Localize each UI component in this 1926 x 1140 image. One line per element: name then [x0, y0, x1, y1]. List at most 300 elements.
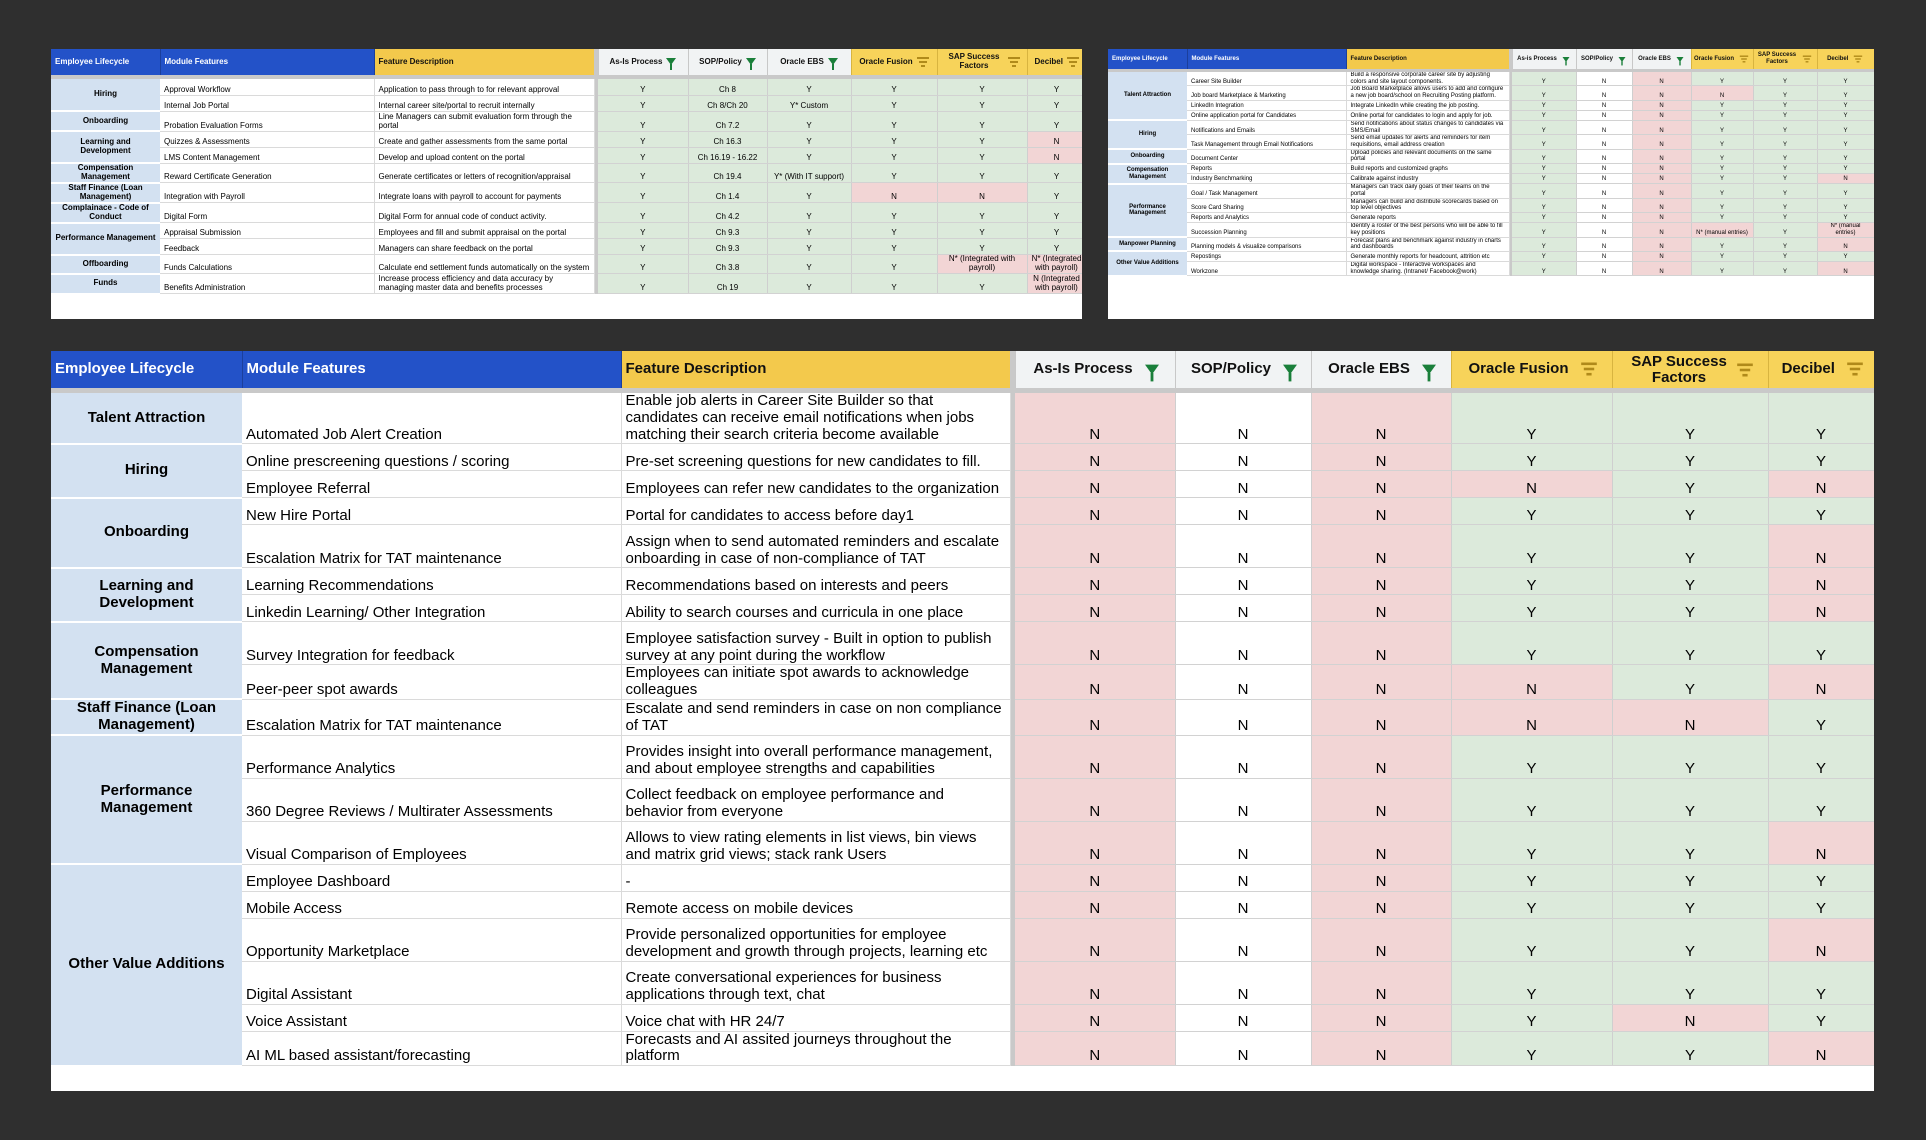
value-cell-sop[interactable]: N [1175, 1031, 1311, 1066]
value-cell-fusion[interactable]: Y [1691, 164, 1753, 174]
feature-description-cell[interactable]: Managers can build and distribute scorecards based on top level objectives [1346, 198, 1509, 212]
header-sap[interactable] [937, 49, 1027, 75]
feature-description-cell[interactable]: Build a responsive corporate career site by adjusting colors and site layout components. [1346, 72, 1509, 86]
lifecycle-cell[interactable]: Other Value Additions [1108, 251, 1187, 275]
table-row[interactable] [51, 821, 1874, 864]
value-cell-fusion[interactable]: Y [1691, 110, 1753, 120]
table-row[interactable] [1108, 149, 1874, 163]
value-cell-fusion[interactable]: N [1451, 699, 1612, 735]
value-cell-fusion[interactable]: Y [1451, 821, 1612, 864]
value-cell-decibel[interactable]: N [1817, 261, 1874, 275]
lifecycle-cell[interactable]: Hiring [51, 444, 242, 498]
value-cell-asis[interactable]: N [1015, 735, 1175, 778]
value-cell-ebs[interactable]: N [1632, 135, 1691, 149]
feature-description-cell[interactable]: Identify a roster of the best persons who will be able to fill key positions [1346, 223, 1509, 237]
value-cell-decibel[interactable]: Y [1768, 498, 1874, 525]
value-cell-decibel[interactable]: Y [1027, 239, 1082, 255]
header-ebs[interactable] [767, 49, 851, 75]
value-cell-sop[interactable]: N [1175, 821, 1311, 864]
table-row[interactable] [51, 223, 1082, 239]
table-row[interactable] [51, 891, 1874, 918]
module-feature-cell[interactable]: Opportunity Marketplace [242, 918, 621, 961]
sort-icon[interactable] [1067, 55, 1079, 69]
value-cell-decibel[interactable]: N [1027, 131, 1082, 147]
value-cell-asis[interactable]: N [1015, 864, 1175, 891]
value-cell-decibel[interactable]: Y [1768, 891, 1874, 918]
value-cell-ebs[interactable]: N [1311, 778, 1451, 821]
value-cell-sop[interactable]: N [1175, 444, 1311, 471]
value-cell-ebs[interactable]: N [1632, 149, 1691, 163]
value-cell-sop[interactable]: N [1576, 100, 1632, 110]
module-feature-cell[interactable]: Reports [1187, 164, 1346, 174]
value-cell-asis[interactable]: N [1015, 918, 1175, 961]
value-cell-fusion[interactable]: Y [1451, 1031, 1612, 1066]
value-cell-asis[interactable]: Y [598, 131, 688, 147]
value-cell-fusion[interactable]: Y [1451, 525, 1612, 568]
value-cell-fusion[interactable]: N [1691, 86, 1753, 100]
value-cell-ebs[interactable]: N [1632, 251, 1691, 261]
value-cell-fusion[interactable]: Y [1451, 891, 1612, 918]
value-cell-ebs[interactable]: N [1311, 665, 1451, 700]
lifecycle-cell[interactable]: Offboarding [51, 255, 160, 274]
table-row[interactable] [1108, 198, 1874, 212]
value-cell-decibel[interactable]: Y [1768, 393, 1874, 444]
feature-description-cell[interactable]: Generate reports [1346, 213, 1509, 223]
feature-description-cell[interactable]: Provide personalized opportunities for employee development and growth through projects, learning etc [621, 918, 1010, 961]
feature-description-cell[interactable]: Recommendations based on interests and peers [621, 568, 1010, 595]
feature-description-cell[interactable]: Create and gather assessments from the same portal [374, 131, 594, 147]
feature-description-cell[interactable]: Allows to view rating elements in list views, bin views and matrix grid views; stack rank Users [621, 821, 1010, 864]
filter-icon[interactable] [1676, 57, 1683, 62]
lifecycle-cell[interactable]: Performance Management [51, 735, 242, 864]
sort-icon[interactable] [1581, 360, 1597, 378]
value-cell-fusion[interactable]: Y [1691, 120, 1753, 134]
table-row[interactable] [1108, 86, 1874, 100]
value-cell-ebs[interactable]: N [1311, 918, 1451, 961]
module-feature-cell[interactable]: Industry Benchmarking [1187, 174, 1346, 184]
value-cell-sap[interactable]: Y [937, 147, 1027, 163]
filter-icon[interactable] [1562, 57, 1569, 62]
value-cell-sap[interactable]: Y [1753, 223, 1817, 237]
lifecycle-cell[interactable]: Onboarding [51, 111, 160, 131]
value-cell-ebs[interactable]: N [1311, 735, 1451, 778]
table-row[interactable] [51, 147, 1082, 163]
table-row[interactable] [51, 239, 1082, 255]
module-feature-cell[interactable]: Digital Assistant [242, 961, 621, 1004]
feature-description-cell[interactable]: Online portal for candidates to login and apply for job. [1346, 110, 1509, 120]
value-cell-decibel[interactable]: Y [1027, 163, 1082, 183]
value-cell-ebs[interactable]: N [1311, 961, 1451, 1004]
value-cell-decibel[interactable]: N [1768, 595, 1874, 622]
module-feature-cell[interactable]: Succession Planning [1187, 223, 1346, 237]
module-feature-cell[interactable]: Score Card Sharing [1187, 198, 1346, 212]
table-row[interactable] [1108, 120, 1874, 134]
value-cell-sap[interactable]: Y [1612, 498, 1768, 525]
value-cell-fusion[interactable]: N [851, 183, 937, 203]
value-cell-asis[interactable]: N [1015, 1004, 1175, 1031]
feature-description-cell[interactable]: Build reports and customized graphs [1346, 164, 1509, 174]
value-cell-ebs[interactable]: N [1632, 86, 1691, 100]
value-cell-asis[interactable]: Y [1512, 86, 1576, 100]
value-cell-sap[interactable]: Y [1612, 568, 1768, 595]
value-cell-sop[interactable]: N [1576, 149, 1632, 163]
lifecycle-cell[interactable]: Performance Management [1108, 184, 1187, 237]
value-cell-sap[interactable]: N [937, 183, 1027, 203]
value-cell-sop[interactable]: N [1175, 961, 1311, 1004]
value-cell-sop[interactable]: N [1175, 918, 1311, 961]
module-feature-cell[interactable]: Internal Job Portal [160, 95, 374, 111]
value-cell-fusion[interactable]: Y [851, 147, 937, 163]
value-cell-fusion[interactable]: Y [1691, 149, 1753, 163]
feature-description-cell[interactable]: Provides insight into overall performance management, and about employee strengths and capabilities [621, 735, 1010, 778]
value-cell-decibel[interactable]: Y [1768, 622, 1874, 665]
header-ebs[interactable] [1311, 351, 1451, 388]
module-feature-cell[interactable]: Reward Certificate Generation [160, 163, 374, 183]
value-cell-sop[interactable]: Ch 9.3 [688, 223, 767, 239]
value-cell-sop[interactable]: N [1175, 393, 1311, 444]
table-row[interactable] [51, 255, 1082, 274]
value-cell-sap[interactable]: Y [1612, 778, 1768, 821]
feature-description-cell[interactable]: Collect feedback on employee performance and behavior from everyone [621, 778, 1010, 821]
value-cell-sop[interactable]: Ch 7.2 [688, 111, 767, 131]
value-cell-fusion[interactable]: Y [1451, 778, 1612, 821]
table-row[interactable] [1108, 184, 1874, 198]
value-cell-sap[interactable]: Y [1612, 891, 1768, 918]
header-sop[interactable] [1175, 351, 1311, 388]
lifecycle-cell[interactable]: Learning and Development [51, 131, 160, 163]
value-cell-fusion[interactable]: N [1451, 471, 1612, 498]
value-cell-decibel[interactable]: N [1768, 918, 1874, 961]
value-cell-ebs[interactable]: N [1311, 1004, 1451, 1031]
value-cell-asis[interactable]: N [1015, 961, 1175, 1004]
value-cell-asis[interactable]: Y [1512, 164, 1576, 174]
feature-description-cell[interactable]: Voice chat with HR 24/7 [621, 1004, 1010, 1031]
value-cell-ebs[interactable]: N [1311, 864, 1451, 891]
table-row[interactable] [51, 778, 1874, 821]
value-cell-decibel[interactable]: N* (Integrated with payroll) [1027, 255, 1082, 274]
value-cell-sop[interactable]: N [1175, 498, 1311, 525]
value-cell-fusion[interactable]: Y [1451, 444, 1612, 471]
value-cell-ebs[interactable]: N [1632, 261, 1691, 275]
header-sap[interactable] [1753, 49, 1817, 69]
module-feature-cell[interactable]: New Hire Portal [242, 498, 621, 525]
value-cell-decibel[interactable]: N [1768, 821, 1874, 864]
value-cell-sop[interactable]: N [1576, 164, 1632, 174]
value-cell-asis[interactable]: Y [598, 239, 688, 255]
table-row[interactable] [1108, 237, 1874, 251]
value-cell-sop[interactable]: Ch 3.8 [688, 255, 767, 274]
table-row[interactable] [51, 568, 1874, 595]
value-cell-decibel[interactable]: Y [1768, 961, 1874, 1004]
module-feature-cell[interactable]: AI ML based assistant/forecasting [242, 1031, 621, 1066]
module-feature-cell[interactable]: LMS Content Management [160, 147, 374, 163]
value-cell-fusion[interactable]: Y [1691, 213, 1753, 223]
value-cell-ebs[interactable]: N [1311, 821, 1451, 864]
feature-description-cell[interactable]: Escalate and send reminders in case on non compliance of TAT [621, 699, 1010, 735]
value-cell-asis[interactable]: Y [1512, 72, 1576, 86]
value-cell-decibel[interactable]: Y [1027, 111, 1082, 131]
value-cell-asis[interactable]: N [1015, 568, 1175, 595]
value-cell-decibel[interactable]: Y [1817, 135, 1874, 149]
feature-description-cell[interactable]: - [621, 864, 1010, 891]
value-cell-sap[interactable]: Y [937, 79, 1027, 95]
value-cell-asis[interactable]: Y [598, 183, 688, 203]
feature-description-cell[interactable]: Enable job alerts in Career Site Builder so that candidates can receive email notifications when jobs matching their search criteria become available [621, 393, 1010, 444]
value-cell-decibel[interactable]: N* (manual entries) [1817, 223, 1874, 237]
value-cell-asis[interactable]: Y [598, 95, 688, 111]
value-cell-sap[interactable]: Y [937, 95, 1027, 111]
value-cell-sap[interactable]: Y [1612, 622, 1768, 665]
lifecycle-cell[interactable]: Learning and Development [51, 568, 242, 622]
module-feature-cell[interactable]: Reports and Analytics [1187, 213, 1346, 223]
value-cell-sap[interactable]: Y [1753, 72, 1817, 86]
filter-icon[interactable] [1283, 365, 1297, 375]
value-cell-fusion[interactable]: N* (manual entries) [1691, 223, 1753, 237]
table-row[interactable] [1108, 164, 1874, 174]
value-cell-sop[interactable]: N [1175, 735, 1311, 778]
value-cell-sop[interactable]: Ch 19.4 [688, 163, 767, 183]
value-cell-fusion[interactable]: Y [1451, 961, 1612, 1004]
value-cell-ebs[interactable]: N [1311, 498, 1451, 525]
value-cell-asis[interactable]: N [1015, 891, 1175, 918]
value-cell-ebs[interactable]: N [1311, 891, 1451, 918]
value-cell-sop[interactable]: N [1576, 135, 1632, 149]
value-cell-asis[interactable]: N [1015, 699, 1175, 735]
value-cell-asis[interactable]: Y [1512, 251, 1576, 261]
value-cell-asis[interactable]: N [1015, 498, 1175, 525]
table-row[interactable] [51, 918, 1874, 961]
value-cell-decibel[interactable]: Y [1817, 213, 1874, 223]
module-feature-cell[interactable]: Integration with Payroll [160, 183, 374, 203]
header-ebs[interactable] [1632, 49, 1691, 69]
value-cell-fusion[interactable]: Y [1451, 568, 1612, 595]
value-cell-asis[interactable]: Y [1512, 120, 1576, 134]
filter-icon[interactable] [1145, 365, 1159, 375]
value-cell-decibel[interactable]: Y [1768, 778, 1874, 821]
value-cell-sap[interactable]: Y [1612, 525, 1768, 568]
module-feature-cell[interactable]: Employee Dashboard [242, 864, 621, 891]
value-cell-asis[interactable]: Y [598, 79, 688, 95]
value-cell-ebs[interactable]: Y [767, 79, 851, 95]
module-feature-cell[interactable]: Automated Job Alert Creation [242, 393, 621, 444]
value-cell-sop[interactable]: N [1175, 595, 1311, 622]
value-cell-sap[interactable]: Y [1753, 174, 1817, 184]
value-cell-ebs[interactable]: N [1632, 72, 1691, 86]
value-cell-decibel[interactable]: Y [1817, 184, 1874, 198]
table-row[interactable] [51, 699, 1874, 735]
value-cell-sop[interactable]: Ch 16.3 [688, 131, 767, 147]
table-row[interactable] [1108, 72, 1874, 86]
module-feature-cell[interactable]: Repostings [1187, 251, 1346, 261]
value-cell-sap[interactable]: Y [937, 131, 1027, 147]
value-cell-sap[interactable]: Y [937, 203, 1027, 223]
value-cell-sop[interactable]: N [1175, 864, 1311, 891]
value-cell-asis[interactable]: N [1015, 525, 1175, 568]
feature-description-cell[interactable]: Digital Form for annual code of conduct activity. [374, 203, 594, 223]
value-cell-decibel[interactable]: Y [1027, 95, 1082, 111]
value-cell-sop[interactable]: N [1576, 184, 1632, 198]
module-feature-cell[interactable]: Appraisal Submission [160, 223, 374, 239]
value-cell-sop[interactable]: N [1576, 110, 1632, 120]
value-cell-sop[interactable]: Ch 8/Ch 20 [688, 95, 767, 111]
lifecycle-cell[interactable]: Staff Finance (Loan Management) [51, 699, 242, 735]
value-cell-asis[interactable]: N [1015, 622, 1175, 665]
value-cell-ebs[interactable]: Y* (With IT support) [767, 163, 851, 183]
header-decibel[interactable] [1027, 49, 1082, 75]
value-cell-sop[interactable]: Ch 16.19 - 16.22 [688, 147, 767, 163]
value-cell-ebs[interactable]: N [1311, 444, 1451, 471]
value-cell-sap[interactable]: Y [1753, 135, 1817, 149]
table-row[interactable] [51, 498, 1874, 525]
table-row[interactable] [51, 864, 1874, 891]
table-row[interactable] [1108, 100, 1874, 110]
lifecycle-cell[interactable]: Manpower Planning [1108, 237, 1187, 251]
value-cell-asis[interactable]: Y [1512, 110, 1576, 120]
value-cell-decibel[interactable]: Y [1817, 120, 1874, 134]
value-cell-ebs[interactable]: Y [767, 111, 851, 131]
header-fusion[interactable] [851, 49, 937, 75]
value-cell-sap[interactable]: Y [1612, 471, 1768, 498]
value-cell-decibel[interactable]: Y [1027, 79, 1082, 95]
lifecycle-cell[interactable]: Compensation Management [51, 622, 242, 700]
value-cell-sop[interactable]: N [1175, 665, 1311, 700]
value-cell-asis[interactable]: N [1015, 471, 1175, 498]
value-cell-asis[interactable]: Y [1512, 184, 1576, 198]
value-cell-fusion[interactable]: Y [851, 111, 937, 131]
table-row[interactable] [51, 274, 1082, 294]
module-feature-cell[interactable]: 360 Degree Reviews / Multirater Assessments [242, 778, 621, 821]
value-cell-sap[interactable]: N [1612, 1004, 1768, 1031]
lifecycle-cell[interactable]: Talent Attraction [51, 393, 242, 444]
module-feature-cell[interactable]: Goal / Task Management [1187, 184, 1346, 198]
value-cell-ebs[interactable]: N [1632, 110, 1691, 120]
module-feature-cell[interactable]: Workzone [1187, 261, 1346, 275]
value-cell-ebs[interactable]: N [1632, 198, 1691, 212]
value-cell-decibel[interactable]: Y [1817, 251, 1874, 261]
feature-description-cell[interactable]: Digital workspace - Interactive workspaces and knowledge sharing. (Intranet/ Facebook@work) [1346, 261, 1509, 275]
value-cell-asis[interactable]: Y [1512, 261, 1576, 275]
lifecycle-cell[interactable]: Performance Management [51, 223, 160, 255]
header-asis[interactable] [598, 49, 688, 75]
value-cell-fusion[interactable]: Y [851, 95, 937, 111]
table-row[interactable] [1108, 251, 1874, 261]
table-row[interactable] [51, 595, 1874, 622]
value-cell-ebs[interactable]: N [1632, 223, 1691, 237]
table-row[interactable] [1108, 135, 1874, 149]
lifecycle-cell[interactable]: Compensation Management [1108, 164, 1187, 184]
value-cell-decibel[interactable]: Y [1817, 110, 1874, 120]
value-cell-ebs[interactable]: N [1311, 471, 1451, 498]
value-cell-asis[interactable]: Y [1512, 100, 1576, 110]
value-cell-fusion[interactable]: Y [1691, 251, 1753, 261]
table-row[interactable] [51, 183, 1082, 203]
table-row[interactable] [51, 203, 1082, 223]
value-cell-fusion[interactable]: Y [1691, 261, 1753, 275]
filter-icon[interactable] [666, 58, 676, 65]
value-cell-sop[interactable]: N [1576, 237, 1632, 251]
value-cell-sap[interactable]: Y [1753, 198, 1817, 212]
value-cell-sap[interactable]: Y [1753, 251, 1817, 261]
table-row[interactable] [51, 735, 1874, 778]
value-cell-asis[interactable]: Y [598, 147, 688, 163]
value-cell-decibel[interactable]: Y [1817, 100, 1874, 110]
value-cell-ebs[interactable]: Y [767, 223, 851, 239]
module-feature-cell[interactable]: Mobile Access [242, 891, 621, 918]
value-cell-ebs[interactable]: N [1311, 568, 1451, 595]
value-cell-sap[interactable]: N* (Integrated with payroll) [937, 255, 1027, 274]
lifecycle-cell[interactable]: Complainace - Code of Conduct [51, 203, 160, 223]
feature-description-cell[interactable]: Integrate loans with payroll to account for payments [374, 183, 594, 203]
value-cell-sap[interactable]: Y [1753, 261, 1817, 275]
feature-description-cell[interactable]: Ability to search courses and curricula in one place [621, 595, 1010, 622]
value-cell-sap[interactable]: Y [1612, 864, 1768, 891]
value-cell-ebs[interactable]: N [1632, 120, 1691, 134]
value-cell-asis[interactable]: Y [598, 274, 688, 294]
value-cell-fusion[interactable]: Y [851, 79, 937, 95]
value-cell-decibel[interactable]: Y [1817, 86, 1874, 100]
module-feature-cell[interactable]: Career Site Builder [1187, 72, 1346, 86]
value-cell-sop[interactable]: Ch 9.3 [688, 239, 767, 255]
lifecycle-cell[interactable]: Staff Finance (Loan Management) [51, 183, 160, 203]
module-feature-cell[interactable]: Planning models & visualize comparisons [1187, 237, 1346, 251]
header-sop[interactable] [1576, 49, 1632, 69]
value-cell-sop[interactable]: N [1576, 174, 1632, 184]
value-cell-sop[interactable]: N [1576, 223, 1632, 237]
lifecycle-cell[interactable]: Hiring [1108, 120, 1187, 149]
feature-description-cell[interactable]: Application to pass through to for relevant approval [374, 79, 594, 95]
feature-description-cell[interactable]: Upload policies and relevant documents on the same portal [1346, 149, 1509, 163]
feature-description-cell[interactable]: Create conversational experiences for business applications through text, chat [621, 961, 1010, 1004]
value-cell-decibel[interactable]: Y [1817, 198, 1874, 212]
module-feature-cell[interactable]: Document Center [1187, 149, 1346, 163]
value-cell-decibel[interactable]: N [1817, 237, 1874, 251]
feature-description-cell[interactable]: Generate monthly reports for headcount, attrition etc [1346, 251, 1509, 261]
value-cell-sap[interactable]: Y [937, 239, 1027, 255]
table-row[interactable] [51, 471, 1874, 498]
value-cell-fusion[interactable]: Y [1691, 174, 1753, 184]
lifecycle-cell[interactable]: Onboarding [1108, 149, 1187, 163]
feature-description-cell[interactable]: Remote access on mobile devices [621, 891, 1010, 918]
lifecycle-cell[interactable]: Compensation Management [51, 163, 160, 183]
value-cell-asis[interactable]: Y [1512, 237, 1576, 251]
feature-description-cell[interactable]: Managers can share feedback on the portal [374, 239, 594, 255]
value-cell-decibel[interactable]: Y [1768, 735, 1874, 778]
feature-description-cell[interactable]: Send email updates for alerts and reminders for item requisitions, email address creation [1346, 135, 1509, 149]
header-decibel[interactable] [1768, 351, 1874, 388]
table-row[interactable] [51, 444, 1874, 471]
value-cell-fusion[interactable]: Y [851, 255, 937, 274]
sort-icon[interactable] [1802, 54, 1810, 64]
table-row[interactable] [1108, 213, 1874, 223]
table-row[interactable] [51, 622, 1874, 665]
value-cell-decibel[interactable]: Y [1768, 1004, 1874, 1031]
value-cell-fusion[interactable]: Y [1691, 135, 1753, 149]
value-cell-decibel[interactable]: N [1027, 147, 1082, 163]
table-row[interactable] [1108, 110, 1874, 120]
value-cell-decibel[interactable]: Y [1817, 72, 1874, 86]
module-feature-cell[interactable]: Escalation Matrix for TAT maintenance [242, 699, 621, 735]
feature-description-cell[interactable]: Managers can track daily goals of their teams on the portal [1346, 184, 1509, 198]
table-row[interactable] [51, 95, 1082, 111]
value-cell-sap[interactable]: Y [937, 274, 1027, 294]
value-cell-ebs[interactable]: N [1311, 622, 1451, 665]
sort-icon[interactable] [1737, 360, 1753, 378]
value-cell-sap[interactable]: Y [1612, 595, 1768, 622]
value-cell-sap[interactable]: Y [1612, 961, 1768, 1004]
header-fusion[interactable] [1451, 351, 1612, 388]
value-cell-asis[interactable]: N [1015, 821, 1175, 864]
feature-description-cell[interactable]: Assign when to send automated reminders and escalate onboarding in case of non-compliance of TAT [621, 525, 1010, 568]
